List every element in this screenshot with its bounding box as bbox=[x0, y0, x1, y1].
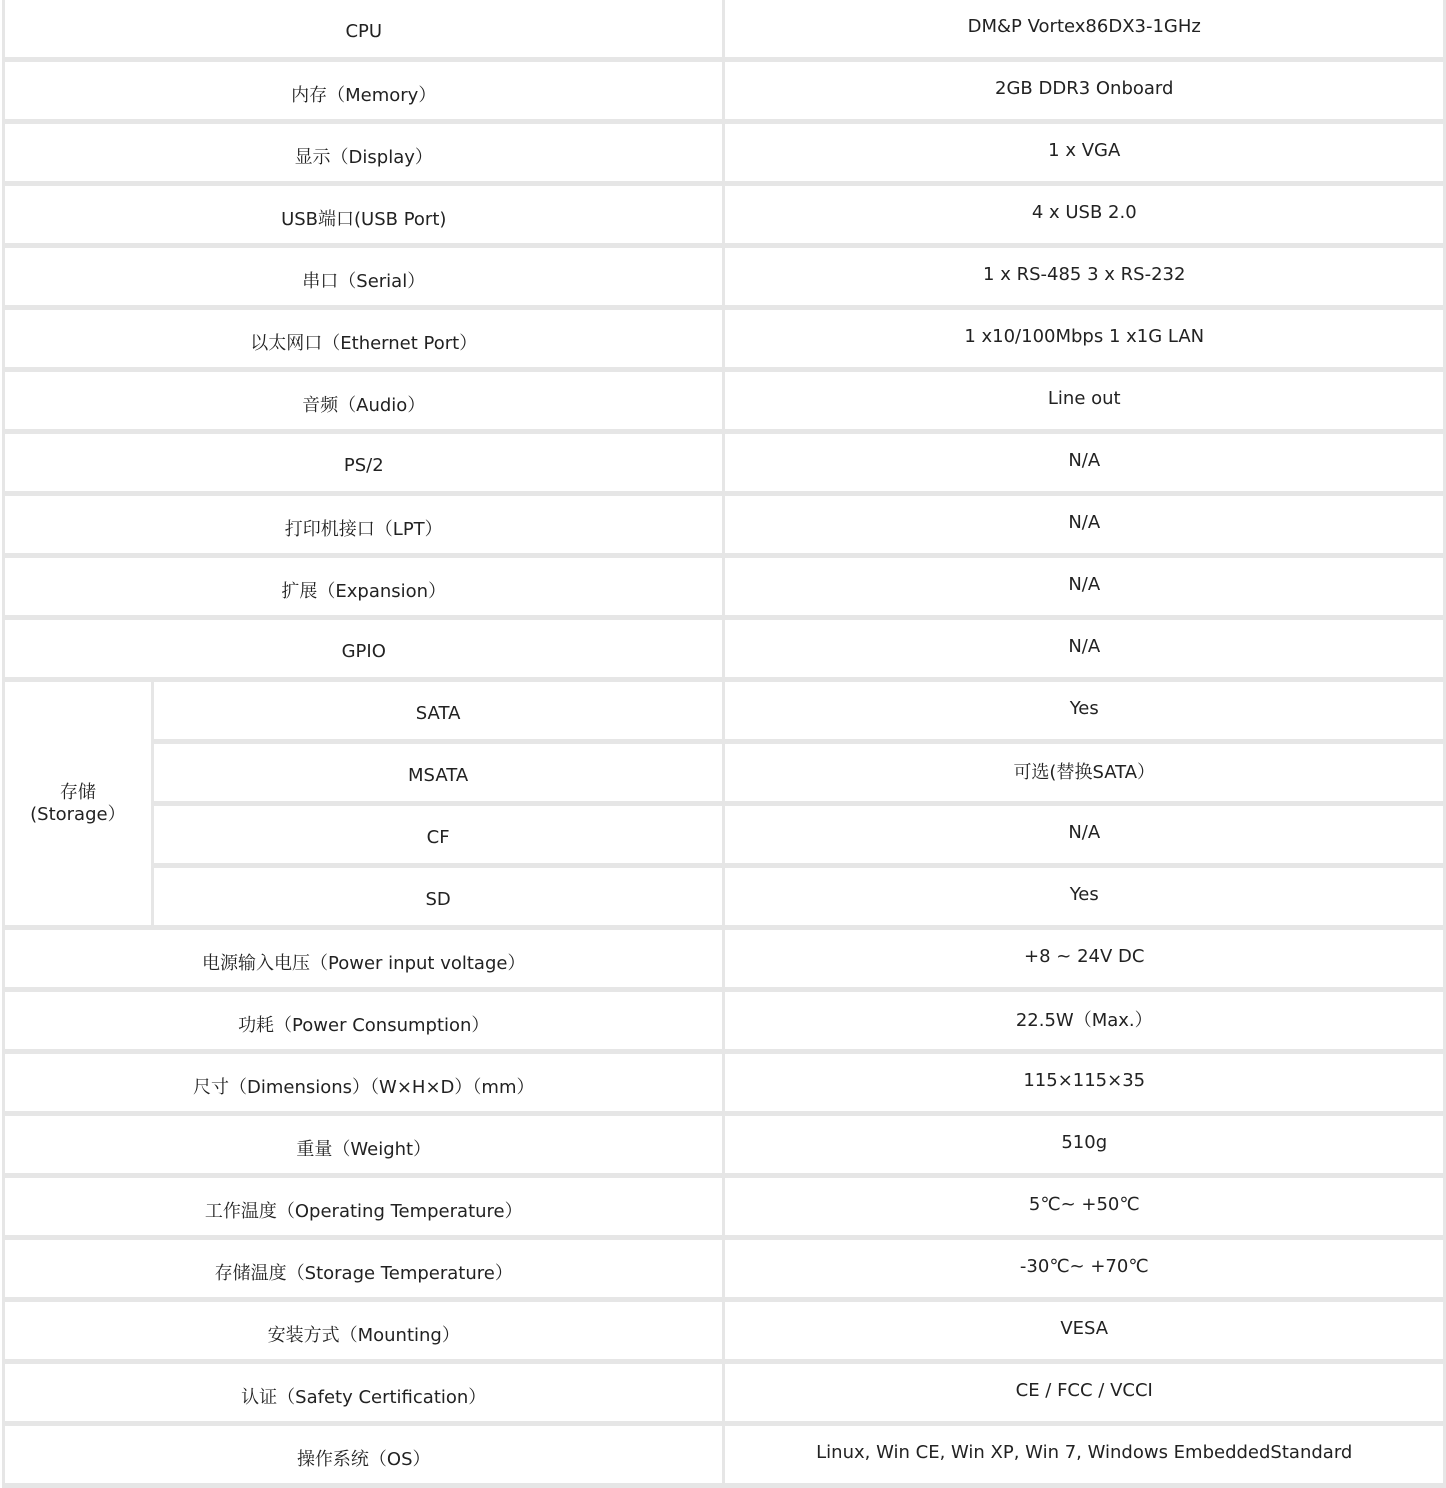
spec-value: 22.5W（Max.） bbox=[725, 992, 1443, 1049]
spec-label: 音频（Audio） bbox=[5, 372, 722, 429]
spec-value: 115×115×35 bbox=[725, 1054, 1443, 1111]
spec-value: N/A bbox=[725, 434, 1443, 491]
spec-row bbox=[5, 1116, 1443, 1173]
spec-label: SATA bbox=[154, 682, 723, 739]
spec-label: 存储温度（Storage Temperature） bbox=[5, 1240, 722, 1297]
spec-table bbox=[2, 0, 1446, 1488]
spec-row bbox=[5, 620, 1443, 677]
spec-row bbox=[5, 186, 1443, 243]
spec-row bbox=[5, 930, 1443, 987]
spec-label: 安装方式（Mounting） bbox=[5, 1302, 722, 1359]
spec-value: N/A bbox=[725, 806, 1443, 863]
spec-value: N/A bbox=[725, 620, 1443, 677]
spec-label: 串口（Serial） bbox=[5, 248, 722, 305]
spec-label: 尺寸（Dimensions）（W×H×D）（mm） bbox=[5, 1054, 722, 1111]
spec-value: 可选(替换SATA） bbox=[725, 744, 1443, 801]
spec-value: +8 ~ 24V DC bbox=[725, 930, 1443, 987]
storage-group-label bbox=[5, 682, 151, 925]
spec-label: CPU bbox=[5, 0, 722, 57]
storage-row bbox=[5, 806, 1443, 863]
spec-label: 扩展（Expansion） bbox=[5, 558, 722, 615]
spec-label: 以太网口（Ethernet Port） bbox=[5, 310, 722, 367]
spec-row bbox=[5, 1302, 1443, 1359]
spec-row bbox=[5, 1240, 1443, 1297]
storage-label-en: (Storage） bbox=[30, 803, 126, 825]
spec-value: Line out bbox=[725, 372, 1443, 429]
spec-label: USB端口(USB Port) bbox=[5, 186, 722, 243]
spec-label: GPIO bbox=[5, 620, 722, 677]
spec-label: 显示（Display） bbox=[5, 124, 722, 181]
spec-value: 1 x VGA bbox=[725, 124, 1443, 181]
spec-row bbox=[5, 992, 1443, 1049]
spec-label: PS/2 bbox=[5, 434, 722, 491]
spec-label: 电源输入电压（Power input voltage） bbox=[5, 930, 722, 987]
spec-label: 工作温度（Operating Temperature） bbox=[5, 1178, 722, 1235]
storage-label-cn: 存储 bbox=[59, 781, 96, 803]
spec-label: 重量（Weight） bbox=[5, 1116, 722, 1173]
spec-label: 认证（Safety Certification） bbox=[5, 1364, 722, 1421]
spec-row bbox=[5, 558, 1443, 615]
spec-value: 1 x RS-485 3 x RS-232 bbox=[725, 248, 1443, 305]
spec-value: 5℃~ +50℃ bbox=[725, 1178, 1443, 1235]
spec-value: Yes bbox=[725, 868, 1443, 925]
spec-label: SD bbox=[154, 868, 723, 925]
storage-row bbox=[5, 868, 1443, 925]
spec-row bbox=[5, 434, 1443, 491]
spec-row bbox=[5, 310, 1443, 367]
spec-value: 1 x10/100Mbps 1 x1G LAN bbox=[725, 310, 1443, 367]
spec-value: Linux, Win CE, Win XP, Win 7, Windows EmbeddedStandard bbox=[725, 1426, 1443, 1483]
spec-row bbox=[5, 496, 1443, 553]
spec-label: 操作系统（OS） bbox=[5, 1426, 722, 1483]
spec-value: CE / FCC / VCCI bbox=[725, 1364, 1443, 1421]
storage-row bbox=[5, 744, 1443, 801]
spec-value: 4 x USB 2.0 bbox=[725, 186, 1443, 243]
spec-row bbox=[5, 1364, 1443, 1421]
spec-row bbox=[5, 372, 1443, 429]
spec-value: N/A bbox=[725, 558, 1443, 615]
spec-row bbox=[5, 248, 1443, 305]
spec-row bbox=[5, 0, 1443, 57]
spec-value: Yes bbox=[725, 682, 1443, 739]
spec-label: MSATA bbox=[154, 744, 723, 801]
spec-value: -30℃~ +70℃ bbox=[725, 1240, 1443, 1297]
storage-row bbox=[5, 682, 1443, 739]
spec-row bbox=[5, 62, 1443, 119]
spec-row bbox=[5, 1054, 1443, 1111]
spec-row bbox=[5, 124, 1443, 181]
spec-value: 2GB DDR3 Onboard bbox=[725, 62, 1443, 119]
spec-label: 功耗（Power Consumption） bbox=[5, 992, 722, 1049]
spec-value: DM&P Vortex86DX3-1GHz bbox=[725, 0, 1443, 57]
spec-value: VESA bbox=[725, 1302, 1443, 1359]
spec-row bbox=[5, 1178, 1443, 1235]
spec-row bbox=[5, 1426, 1443, 1483]
spec-label: 内存（Memory） bbox=[5, 62, 722, 119]
spec-value: 510g bbox=[725, 1116, 1443, 1173]
spec-label: CF bbox=[154, 806, 723, 863]
spec-label: 打印机接口（LPT） bbox=[5, 496, 722, 553]
spec-value: N/A bbox=[725, 496, 1443, 553]
